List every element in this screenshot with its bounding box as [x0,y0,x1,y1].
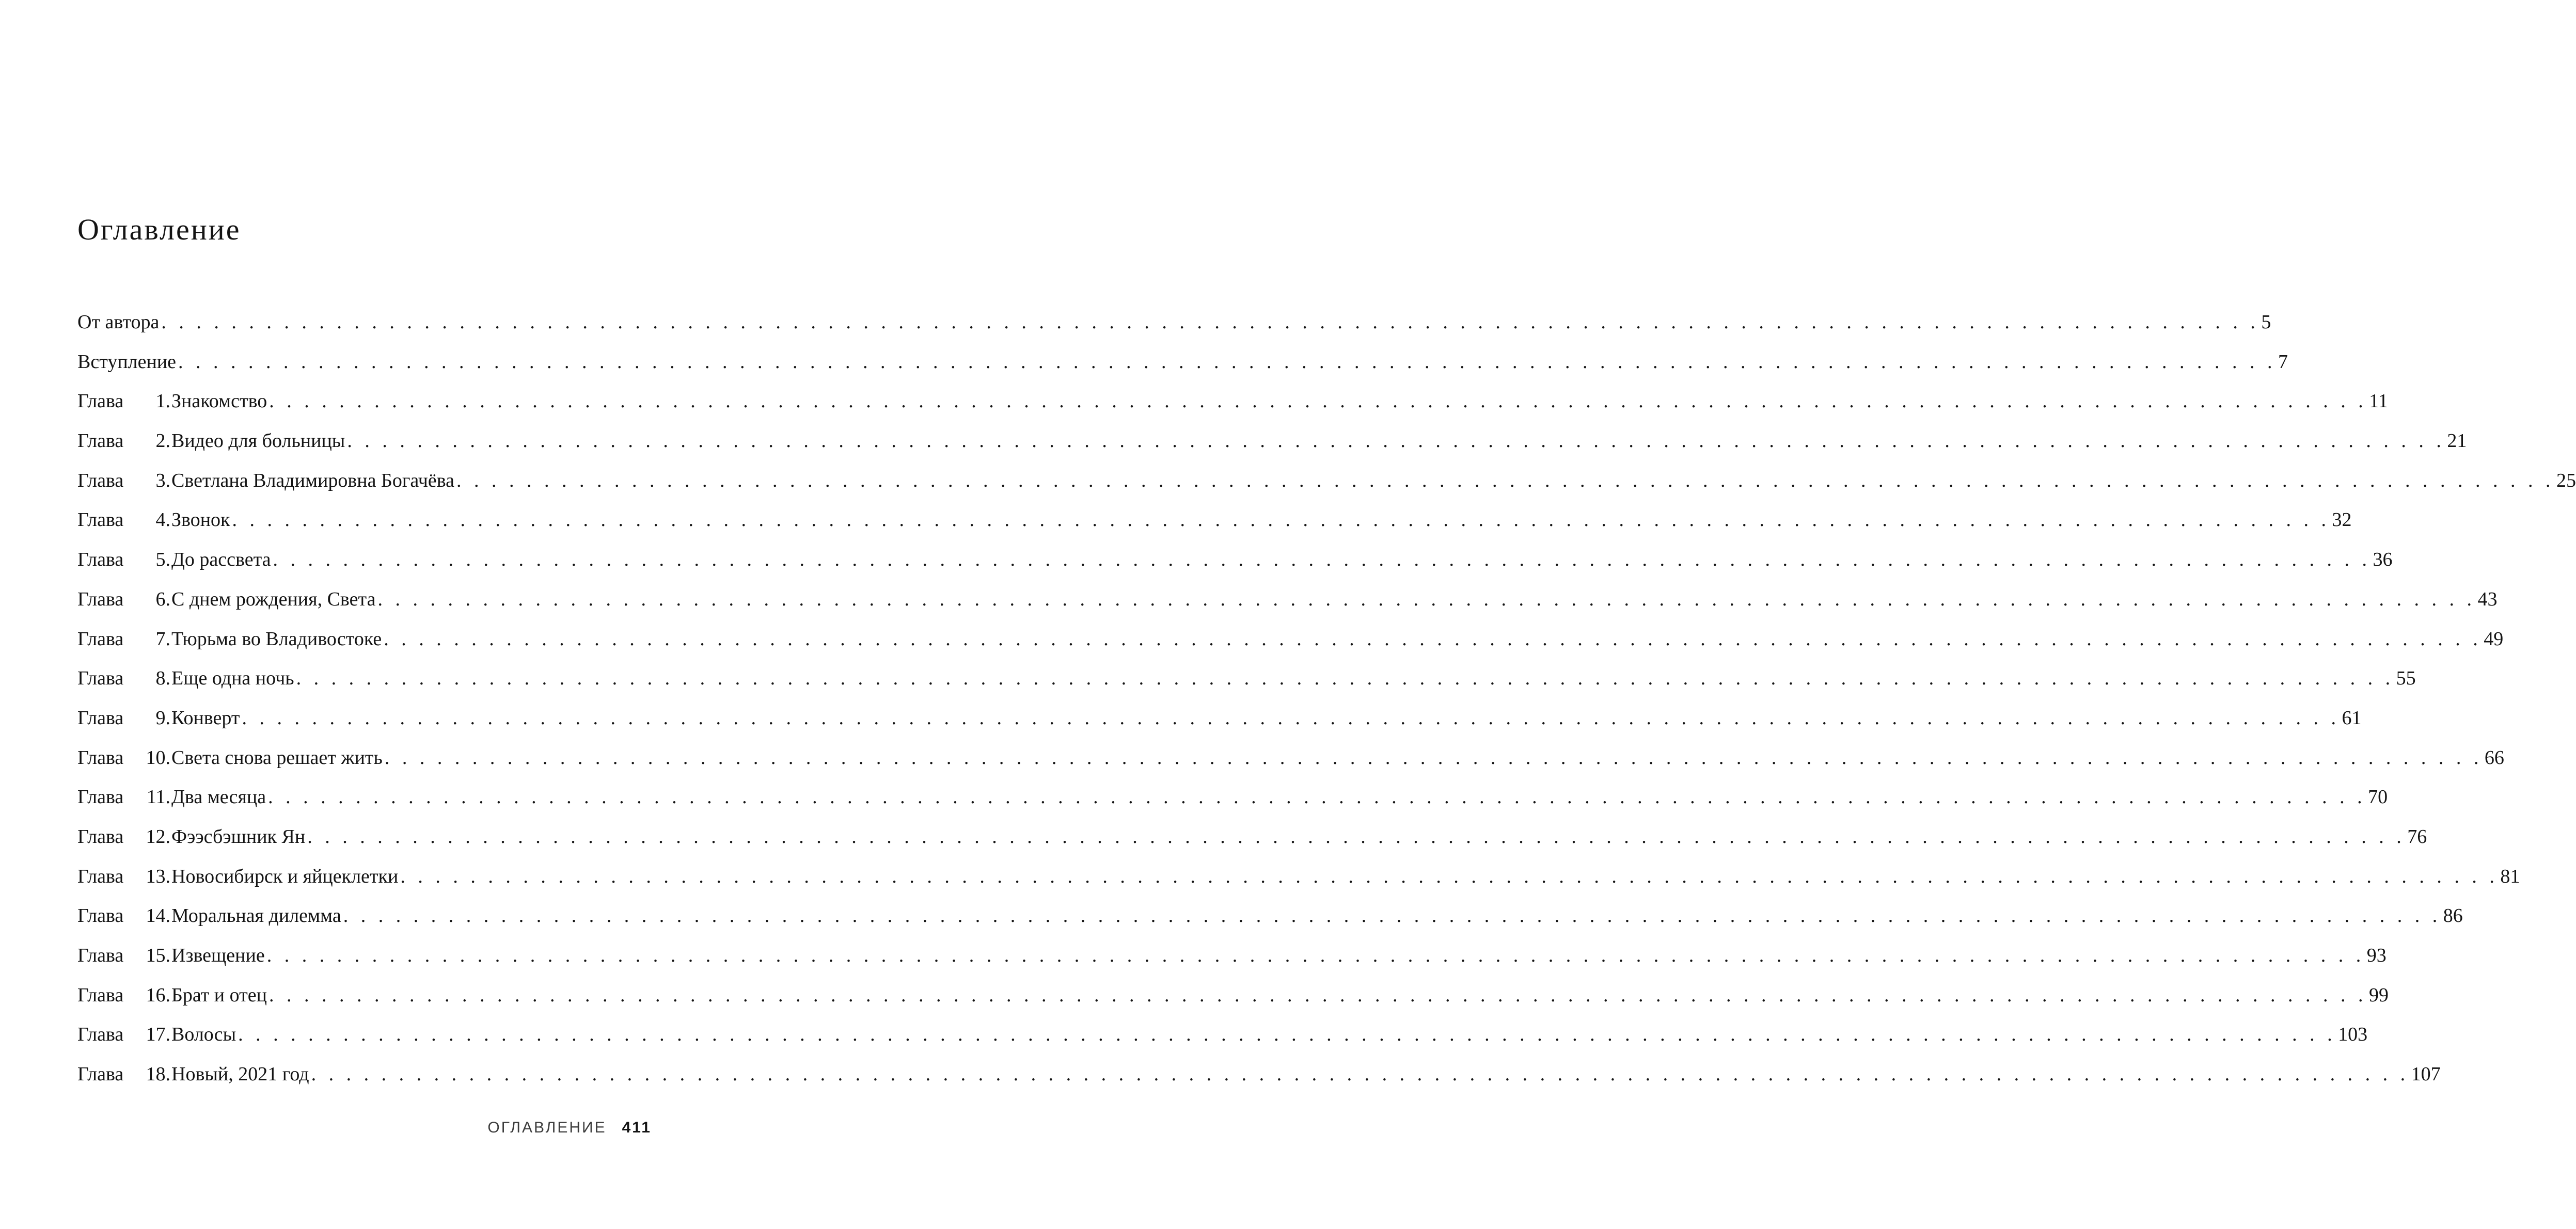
toc-chapter-number: 9. [155,707,170,729]
toc-chapter-label: Глава [77,390,124,412]
toc-entry-title: Брат и отец [171,984,267,1006]
toc-page-number: 32 [2332,509,2352,531]
table-of-contents [77,309,2576,1100]
toc-page-number: 11 [2369,390,2388,412]
toc-chapter-number: 1. [155,390,170,412]
toc-dot-leader: . . . . . . . . . . . . . . . . . . . . . . . . . . . . . . . . . . . . . . . . . . . . . . . . . . . . . . . . . . . . . . . . . . . . . . . . . . . . . . . . . . . . . . . . . . . . . . . . . . . . . . . . . . . . . . . . . . . . . . . . [343,905,2441,927]
toc-chapter-label: Глава [77,588,124,610]
toc-page-number: 107 [2411,1063,2441,1086]
toc-chapter-number: 8. [155,667,170,690]
toc-dot-leader: . . . . . . . . . . . . . . . . . . . . . . . . . . . . . . . . . . . . . . . . . . . . . . . . . . . . . . . . . . . . . . . . . . . . . . . . . . . . . . . . . . . . . . . . . . . . . . . . . . . . . . . . . . . . . . . . . . . . . . . . [266,945,2365,966]
toc-entry-title: Тюрьма во Владивостоке [171,628,382,650]
toc-page-number: 76 [2407,825,2427,848]
toc-chapter-number: 17. [146,1024,170,1046]
toc-entry [77,982,2389,1021]
toc-entry-title: Светлана Владимировна Богачёва [171,469,455,491]
toc-dot-leader: . . . . . . . . . . . . . . . . . . . . . . . . . . . . . . . . . . . . . . . . . . . . . . . . . . . . . . . . . . . . . . . . . . . . . . . . . . . . . . . . . . . . . . . . . . . . . . . . . . . . . . . . . . . . . . . . . . . . . . . . [384,746,2483,769]
toc-entry [77,467,2576,507]
toc-page-number: 81 [2500,865,2520,887]
toc-chapter-number: 18. [146,1063,170,1086]
toc-page-number: 36 [2373,549,2393,571]
toc-entry-title: До рассвета [171,549,271,571]
toc-chapter-number: 13. [146,865,170,887]
toc-chapter-number: 5. [155,549,170,571]
toc-entry [77,784,2388,823]
toc-chapter-label: Глава [77,667,124,690]
toc-page-number: 49 [2484,628,2504,650]
toc-dot-leader: . . . . . . . . . . . . . . . . . . . . . . . . . . . . . . . . . . . . . . . . . . . . . . . . . . . . . . . . . . . . . . . . . . . . . . . . . . . . . . . . . . . . . . . . . . . . . . . . . . . . . . . . . . . . . . . . . . . . . . . . [400,865,2499,887]
toc-chapter-number: 3. [155,469,170,491]
toc-chapter-label: Глава [77,1063,124,1086]
toc-page-number: 5 [2261,311,2271,333]
toc-dot-leader: . . . . . . . . . . . . . . . . . . . . . . . . . . . . . . . . . . . . . . . . . . . . . . . . . . . . . . . . . . . . . . . . . . . . . . . . . . . . . . . . . . . . . . . . . . . . . . . . . . . . . . . . . . . . . . . . . . . . . . . . [268,984,2367,1006]
toc-page-number: 55 [2396,667,2416,690]
toc-entry [77,348,2288,388]
toc-chapter-number: 11. [146,786,170,808]
toc-chapter-number: 2. [155,430,170,452]
toc-chapter-label: Глава [77,549,124,571]
toc-page-number: 70 [2368,786,2388,808]
toc-chapter-label: Глава [77,945,124,966]
toc-page-number: 7 [2278,350,2288,373]
toc-entry [77,823,2427,863]
toc-page-number: 103 [2338,1024,2368,1046]
toc-chapter-label: Глава [77,469,124,491]
toc-entry [77,388,2388,427]
toc-chapter-label: Глава [77,628,124,650]
toc-dot-leader: . . . . . . . . . . . . . . . . . . . . . . . . . . . . . . . . . . . . . . . . . . . . . . . . . . . . . . . . . . . . . . . . . . . . . . . . . . . . . . . . . . . . . . . . . . . . . . . . . . . . . . . . . . . . . . . . . . . . . . . . [377,588,2476,610]
toc-entry-title: Фээсбэшник Ян [171,825,306,848]
toc-chapter-number: 16. [146,984,170,1006]
toc-dot-leader: . . . . . . . . . . . . . . . . . . . . . . . . . . . . . . . . . . . . . . . . . . . . . . . . . . . . . . . . . . . . . . . . . . . . . . . . . . . . . . . . . . . . . . . . . . . . . . . . . . . . . . . . . . . . . . . . . . . . . . . . [456,469,2555,491]
toc-chapter-label: Глава [77,825,124,848]
toc-chapter-label: Глава [77,746,124,769]
toc-entry-title: Звонок [171,509,230,531]
toc-chapter-label: Глава [77,707,124,729]
toc-dot-leader: . . . . . . . . . . . . . . . . . . . . . . . . . . . . . . . . . . . . . . . . . . . . . . . . . . . . . . . . . . . . . . . . . . . . . . . . . . . . . . . . . . . . . . . . . . . . . . . . . . . . . . . . . . . . . . . . . . . . . . . . [296,667,2394,690]
toc-page-number: 25 [2556,469,2576,491]
toc-chapter-label: Глава [77,786,124,808]
toc-entry-title: Света снова решает жить [171,746,383,769]
toc-chapter-number: 4. [155,509,170,531]
toc-entry [77,705,2362,744]
toc-entry [77,427,2467,467]
toc-page-number: 86 [2443,905,2463,927]
toc-chapter-label: Глава [77,430,124,452]
toc-page-number: 43 [2477,588,2498,610]
toc-chapter-number: 7. [155,628,170,650]
toc-page-number: 99 [2368,984,2389,1006]
toc-entry-title: Два месяца [171,786,266,808]
toc-dot-leader: . . . . . . . . . . . . . . . . . . . . . . . . . . . . . . . . . . . . . . . . . . . . . . . . . . . . . . . . . . . . . . . . . . . . . . . . . . . . . . . . . . . . . . . . . . . . . . . . . . . . . . . . . . . . . . . . . . . . . . . . [268,786,2366,808]
toc-entry [77,665,2416,705]
toc-entry [77,626,2504,665]
toc-entry-title: Моральная дилемма [171,905,341,927]
toc-dot-leader: . . . . . . . . . . . . . . . . . . . . . . . . . . . . . . . . . . . . . . . . . . . . . . . . . . . . . . . . . . . . . . . . . . . . . . . . . . . . . . . . . . . . . . . . . . . . . . . . . . . . . . . . . . . . . . . . . . . . . . . . [161,311,2259,333]
toc-entry [77,863,2520,903]
toc-dot-leader: . . . . . . . . . . . . . . . . . . . . . . . . . . . . . . . . . . . . . . . . . . . . . . . . . . . . . . . . . . . . . . . . . . . . . . . . . . . . . . . . . . . . . . . . . . . . . . . . . . . . . . . . . . . . . . . . . . . . . . . . [273,549,2371,571]
toc-entry [77,1061,2441,1100]
toc-entry-title: Знакомство [171,390,267,412]
toc-entry-title: С днем рождения, Света [171,588,376,610]
toc-chapter-label: Глава [77,509,124,531]
toc-dot-leader: . . . . . . . . . . . . . . . . . . . . . . . . . . . . . . . . . . . . . . . . . . . . . . . . . . . . . . . . . . . . . . . . . . . . . . . . . . . . . . . . . . . . . . . . . . . . . . . . . . . . . . . . . . . . . . . . . . . . . . . . [238,1024,2336,1046]
toc-entry-title: Видео для больницы [171,430,345,452]
toc-chapter-number: 12. [146,825,170,848]
toc-entry [77,506,2352,546]
toc-page-number: 21 [2447,430,2467,452]
toc-entry-title: Извещение [171,945,265,966]
page-number: 411 [622,1119,652,1136]
toc-entry [77,1021,2368,1061]
toc-entry-title: Вступление [77,350,177,373]
toc-chapter-label: Глава [77,984,124,1006]
toc-dot-leader: . . . . . . . . . . . . . . . . . . . . . . . . . . . . . . . . . . . . . . . . . . . . . . . . . . . . . . . . . . . . . . . . . . . . . . . . . . . . . . . . . . . . . . . . . . . . . . . . . . . . . . . . . . . . . . . . . . . . . . . . [178,350,2277,373]
toc-dot-leader: . . . . . . . . . . . . . . . . . . . . . . . . . . . . . . . . . . . . . . . . . . . . . . . . . . . . . . . . . . . . . . . . . . . . . . . . . . . . . . . . . . . . . . . . . . . . . . . . . . . . . . . . . . . . . . . . . . . . . . . . [269,390,2367,412]
toc-entry-title: Конверт [171,707,240,729]
toc-entry-title: Новый, 2021 год [171,1063,309,1086]
page-title: Оглавление [77,213,241,246]
toc-page-number: 61 [2342,707,2362,729]
toc-chapter-label: Глава [77,1024,124,1046]
toc-entry-title: Волосы [171,1024,236,1046]
toc-chapter-number: 14. [146,905,170,927]
page-footer [487,1119,652,1137]
toc-entry-title: Новосибирск и яйцеклетки [171,865,399,887]
toc-chapter-label: Глава [77,865,124,887]
running-head: ОГЛАВЛЕНИЕ [487,1119,607,1136]
toc-chapter-number: 15. [146,945,170,966]
toc-entry [77,902,2463,942]
toc-dot-leader: . . . . . . . . . . . . . . . . . . . . . . . . . . . . . . . . . . . . . . . . . . . . . . . . . . . . . . . . . . . . . . . . . . . . . . . . . . . . . . . . . . . . . . . . . . . . . . . . . . . . . . . . . . . . . . . . . . . . . . . . [384,628,2482,650]
toc-entry [77,744,2504,784]
toc-chapter-number: 6. [155,588,170,610]
toc-page-number: 93 [2366,945,2387,966]
toc-entry [77,586,2498,626]
toc-dot-leader: . . . . . . . . . . . . . . . . . . . . . . . . . . . . . . . . . . . . . . . . . . . . . . . . . . . . . . . . . . . . . . . . . . . . . . . . . . . . . . . . . . . . . . . . . . . . . . . . . . . . . . . . . . . . . . . . . . . . . . . . [347,430,2445,452]
toc-entry [77,309,2271,348]
toc-entry-title: Еще одна ночь [171,667,294,690]
toc-entry [77,546,2393,586]
toc-dot-leader: . . . . . . . . . . . . . . . . . . . . . . . . . . . . . . . . . . . . . . . . . . . . . . . . . . . . . . . . . . . . . . . . . . . . . . . . . . . . . . . . . . . . . . . . . . . . . . . . . . . . . . . . . . . . . . . . . . . . . . . . [232,509,2330,531]
toc-chapter-number: 10. [146,746,170,769]
toc-page-number: 66 [2484,746,2504,769]
toc-entry [77,942,2387,982]
toc-chapter-label: Глава [77,905,124,927]
toc-dot-leader: . . . . . . . . . . . . . . . . . . . . . . . . . . . . . . . . . . . . . . . . . . . . . . . . . . . . . . . . . . . . . . . . . . . . . . . . . . . . . . . . . . . . . . . . . . . . . . . . . . . . . . . . . . . . . . . . . . . . . . . . [311,1063,2409,1086]
toc-dot-leader: . . . . . . . . . . . . . . . . . . . . . . . . . . . . . . . . . . . . . . . . . . . . . . . . . . . . . . . . . . . . . . . . . . . . . . . . . . . . . . . . . . . . . . . . . . . . . . . . . . . . . . . . . . . . . . . . . . . . . . . . [242,707,2340,729]
toc-dot-leader: . . . . . . . . . . . . . . . . . . . . . . . . . . . . . . . . . . . . . . . . . . . . . . . . . . . . . . . . . . . . . . . . . . . . . . . . . . . . . . . . . . . . . . . . . . . . . . . . . . . . . . . . . . . . . . . . . . . . . . . . [307,825,2406,848]
toc-entry-title: От автора [77,311,160,333]
